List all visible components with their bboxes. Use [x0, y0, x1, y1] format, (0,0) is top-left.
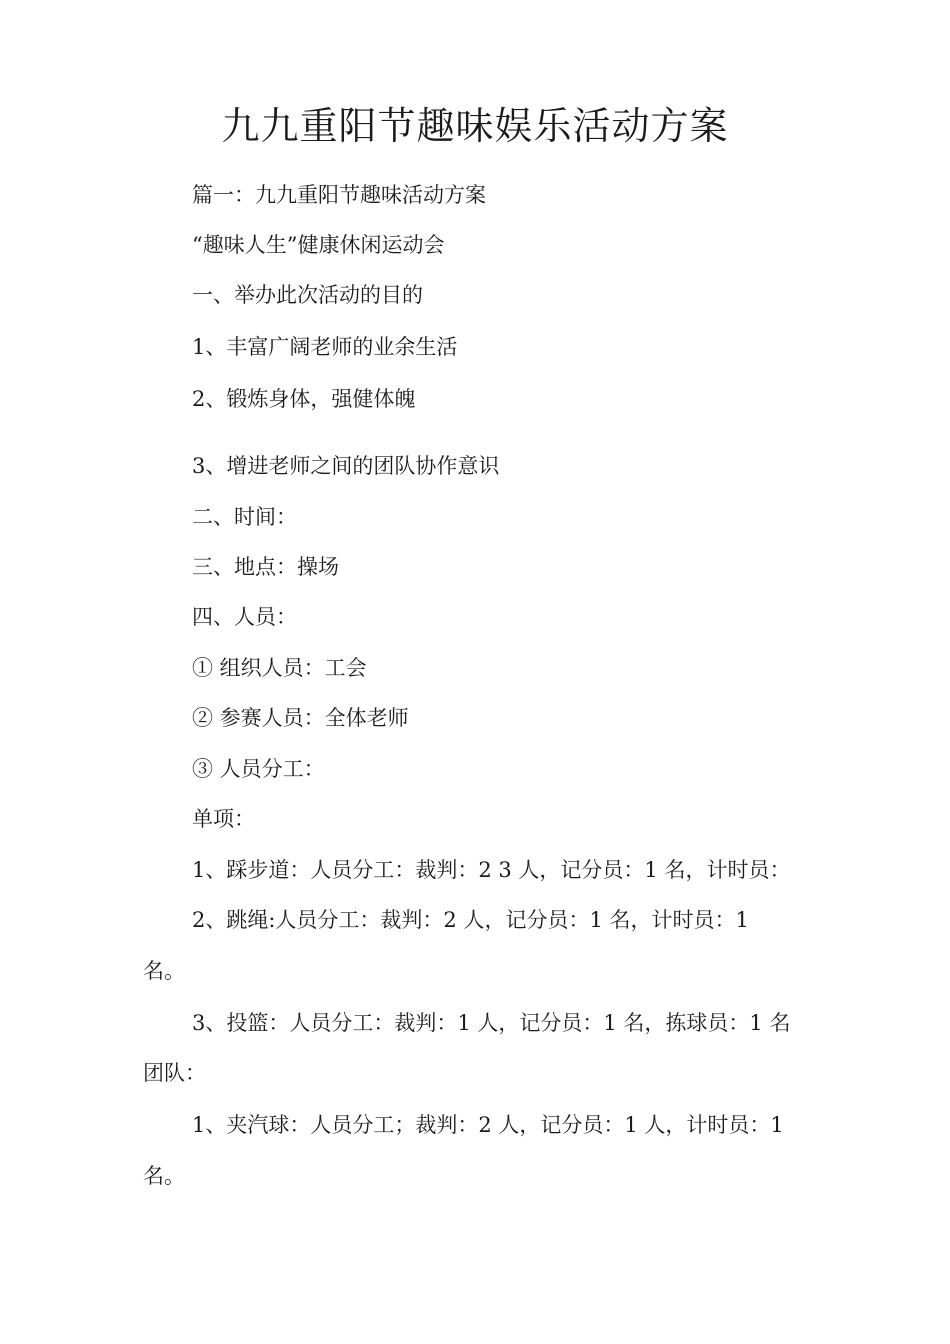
text-line: ③ 人员分工： — [192, 757, 325, 781]
text-line: 名。 — [143, 1164, 185, 1188]
text-line: 名。 — [143, 959, 185, 983]
text-line: 2、锻炼身体，强健体魄 — [192, 387, 416, 411]
text-line: 3、增进老师之间的团队协作意识 — [192, 454, 500, 478]
document-title: 九九重阳节趣味娱乐活动方案 — [221, 104, 729, 148]
text-line: 2、跳绳:人员分工：裁判：2 人，记分员：1 名，计时员：1 — [192, 908, 749, 932]
section-heading: 团队： — [143, 1061, 206, 1085]
text-line: 1、丰富广阔老师的业余生活 — [192, 335, 458, 359]
text-line: “趣味人生”健康休闲运动会 — [192, 233, 445, 257]
text-line: 篇一：九九重阳节趣味活动方案 — [192, 183, 486, 207]
text-line: ① 组织人员：工会 — [192, 656, 367, 680]
section-heading: 一、举办此次活动的目的 — [192, 283, 423, 307]
section-heading: 二、时间： — [192, 505, 297, 529]
text-line: 1、踩步道：人员分工：裁判：2 3 人，记分员：1 名，计时员： — [192, 858, 791, 882]
section-heading: 四、人员： — [192, 605, 297, 629]
text-line: 单项： — [192, 807, 255, 831]
text-line: 3、投篮：人员分工：裁判：1 人，记分员：1 名，拣球员：1 名 — [192, 1011, 791, 1035]
text-line: 1、夹汽球：人员分工；裁判：2 人，记分员：1 人，计时员：1 — [192, 1113, 784, 1137]
section-heading: 三、地点：操场 — [192, 555, 339, 579]
text-line: ② 参赛人员：全体老师 — [192, 706, 409, 730]
